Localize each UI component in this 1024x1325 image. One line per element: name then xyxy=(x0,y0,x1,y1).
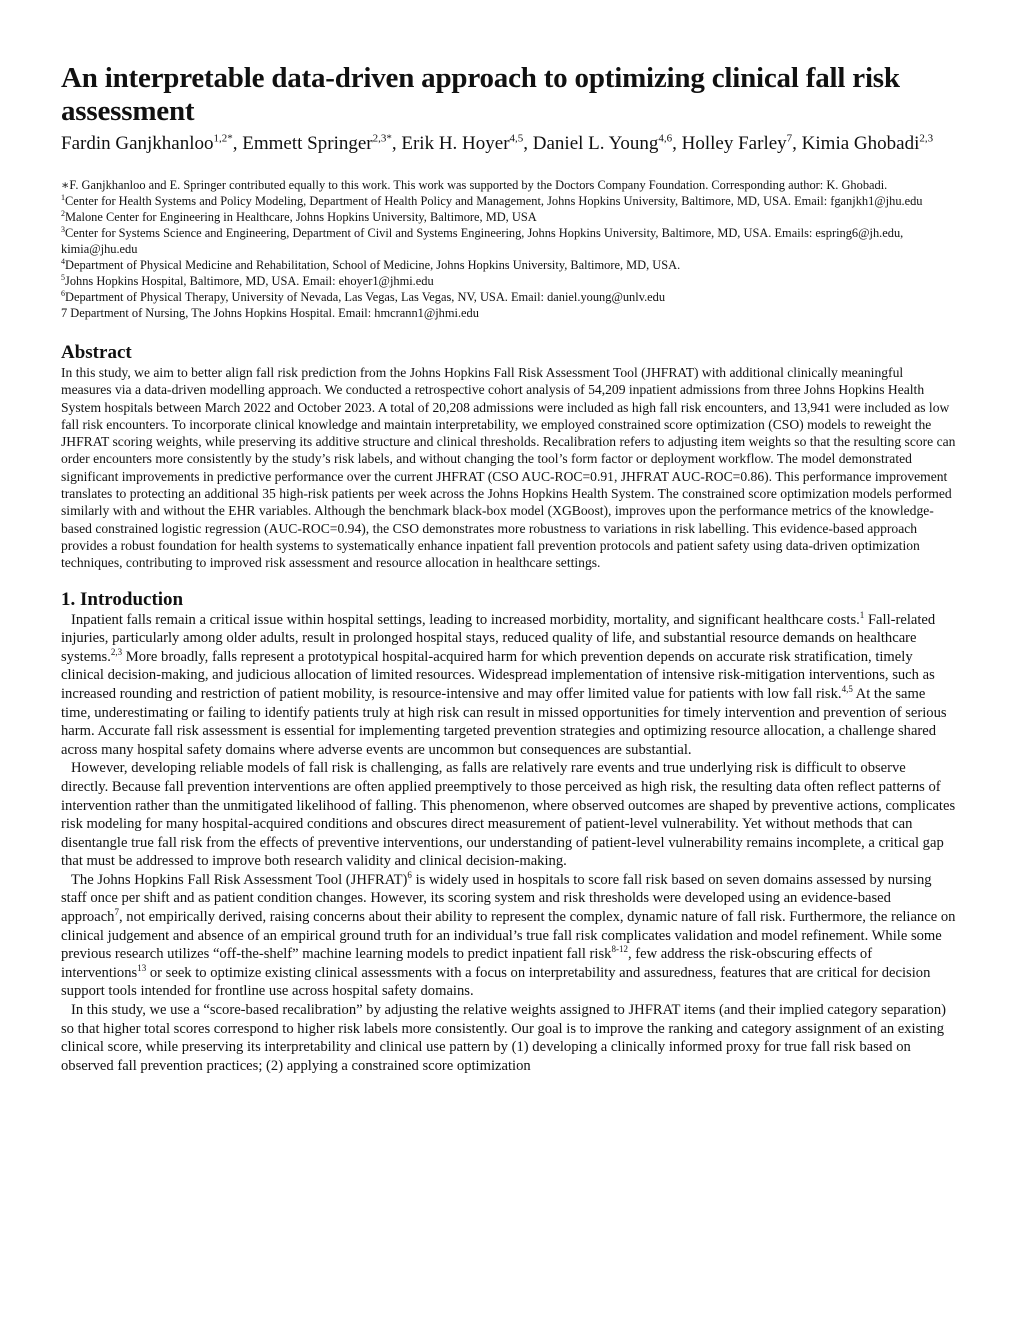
paragraph-text: More broadly, falls represent a prototypical hospital-acquired harm for which prevention depends on accurate risk stratification, timely clinical decision-making, and judicious allocation of limited resources. Widespread implementation of intensive risk-mitigation interventions, such as increased rounding and restriction of patient mobility, is resource-intensive and may offer limited value for patients with low fall risk. xyxy=(61,648,935,702)
affiliation-text: ∗F. Ganjkhanloo and E. Springer contributed equally to this work. This work was supported by the Doctors Company Foundation. Corresponding author: K. Ghobadi. xyxy=(61,178,888,192)
paragraph-text: , not empirically derived, raising concerns about their ability to represent the complex, dynamic nature of fall risk. Furthermore, the reliance on clinical judgement and absence of an empirical ground truth for an individual’s true fall risk complicates validation and model refinement. While some previous research utilizes “off-the-shelf” machine learning models to predict inpatient fall risk xyxy=(61,909,956,963)
author-affiliation-mark: 1,2* xyxy=(213,132,233,145)
author-affiliation-mark: 2,3 xyxy=(919,132,934,145)
affiliation-mark: 2 xyxy=(61,208,65,218)
affiliation-mark: 4 xyxy=(61,256,65,266)
paragraph-text: Fall-related injuries, particularly among older adults, result in prolonged hospital stays, reduced quality of life, and substantial resource demands on healthcare systems. xyxy=(61,611,936,665)
citation-mark: 6 xyxy=(407,870,412,881)
paragraph-text: At the same time, underestimating or failing to identify patients truly at high risk can result in missed opportunities for timely intervention and prevention of serious harm. Accurate fall risk assessment is essential for implementing targeted prevention strategies and optimizing resource allocation, a challenge shared across many hospital safety domains where adverse events are uncommon but consequences are substantial. xyxy=(61,685,947,758)
affiliation-mark: 5 xyxy=(61,272,65,282)
author-separator: , xyxy=(672,133,682,154)
intro-paragraph xyxy=(61,871,956,1001)
affiliation-mark: 3 xyxy=(61,224,65,234)
paragraph-text: , few address the risk-obscuring effects of interventions xyxy=(61,946,873,981)
author-name: Kimia Ghobadi xyxy=(801,133,920,154)
affiliations xyxy=(61,177,956,321)
affiliation-text: 7 Department of Nursing, The Johns Hopkins Hospital. Email: hmcrann1@jhmi.edu xyxy=(61,306,479,320)
author-separator: , xyxy=(391,133,402,154)
affiliation-text: Johns Hopkins Hospital, Baltimore, MD, USA. Email: ehoyer1@jhmi.edu xyxy=(65,274,434,288)
author-name: Emmett Springer xyxy=(242,133,373,154)
introduction-heading: 1. Introduction xyxy=(61,588,184,610)
affiliation-line xyxy=(61,305,956,321)
paragraph-text: The Johns Hopkins Fall Risk Assessment Tool (JHFRAT) xyxy=(71,871,408,888)
author-list xyxy=(61,132,956,155)
paragraph-text: However, developing reliable models of fall risk is challenging, as falls are relatively rare events and true underlying risk is difficult to observe directly. Because fall prevention interventions are often applied preemptively to those perceived as high risk, the resulting data often reflect patterns of intervention rather than the unmitigated likelihood of falling. This phenomenon, where observed outcomes are shaped by preventive actions, complicates risk modeling for many hospital-acquired conditions and obscures direct measurement of patient-level vulnerability. Yet without methods that can disentangle true fall risk from the effects of preventive interventions, our understanding of patient-level vulnerability remains incomplete, a critical gap that must be addressed to improve both research validity and clinical decision-making. xyxy=(61,760,956,870)
affiliation-line xyxy=(61,289,956,305)
citation-mark: 4,5 xyxy=(841,684,853,695)
affiliation-line xyxy=(61,257,956,273)
affiliation-line xyxy=(61,225,956,257)
paragraph-text: In this study, we use a “score-based recalibration” by adjusting the relative weights assigned to JHFRAT items (and their implied category separation) so that higher total scores correspond to higher risk labels more consistently. Our goal is to improve the ranking and category assignment of an existing clinical score, while preserving its interpretability and clinical use pattern by (1) developing a clinically informed proxy for true fall risk based on observed fall prevention practices; (2) applying a constrained score optimization xyxy=(61,1002,946,1074)
author-affiliation-mark: 7 xyxy=(786,132,793,145)
affiliation-line xyxy=(61,177,956,193)
author-separator: , xyxy=(232,133,243,154)
citation-mark: 13 xyxy=(137,962,147,973)
paper-page xyxy=(61,62,956,1075)
author-separator: , xyxy=(792,133,802,154)
author-name: Erik H. Hoyer xyxy=(401,133,510,154)
intro-paragraph xyxy=(61,1001,956,1075)
citation-mark: 1 xyxy=(859,609,865,620)
affiliation-text: Center for Systems Science and Engineering, Department of Civil and Systems Engineering, Johns Hopkins University, Baltimore, MD, USA. Emails: espring6@jh.edu, kimia@jhu.edu xyxy=(61,226,904,256)
affiliation-line xyxy=(61,209,956,225)
intro-paragraph xyxy=(61,759,956,871)
affiliation-line xyxy=(61,273,956,289)
author-name: Holley Farley xyxy=(681,133,787,154)
author-affiliation-mark: 4,5 xyxy=(509,132,524,145)
citation-mark: 8-12 xyxy=(611,944,628,955)
author-separator: , xyxy=(523,133,533,154)
affiliation-mark: 6 xyxy=(61,288,65,298)
intro-paragraph xyxy=(61,611,956,760)
author-affiliation-mark: 2,3* xyxy=(372,132,392,145)
paragraph-text: or seek to optimize existing clinical assessments with a focus on interpretability and assuredness, features that are critical for decision support tools intended for frontline use across hospital safety domains. xyxy=(61,964,931,1000)
affiliation-text: Malone Center for Engineering in Healthcare, Johns Hopkins University, Baltimore, MD, USA xyxy=(65,210,537,224)
citation-mark: 7 xyxy=(114,907,119,918)
paper-title: An interpretable data-driven approach to optimizing clinical fall risk assessment xyxy=(61,62,900,127)
affiliation-mark: 1 xyxy=(61,192,65,202)
affiliation-text: Department of Physical Medicine and Rehabilitation, School of Medicine, Johns Hopkins University, Baltimore, MD, USA. xyxy=(65,258,681,272)
author-name: Fardin Ganjkhanloo xyxy=(61,133,214,154)
affiliation-line xyxy=(61,193,956,209)
affiliation-text: Department of Physical Therapy, University of Nevada, Las Vegas, Las Vegas, NV, USA. Email: daniel.young@unlv.edu xyxy=(65,290,666,304)
author-affiliation-mark: 4,6 xyxy=(658,132,673,145)
affiliation-text: Center for Health Systems and Policy Modeling, Department of Health Policy and Management, Johns Hopkins University, Baltimore, MD, USA. Email: fganjkh1@jhu.edu xyxy=(65,194,923,208)
introduction-body xyxy=(61,611,956,1076)
paragraph-text: Inpatient falls remain a critical issue within hospital settings, leading to increased morbidity, mortality, and significant healthcare costs. xyxy=(71,611,860,628)
author-name: Daniel L. Young xyxy=(532,133,659,154)
paragraph-text: is widely used in hospitals to score fall risk based on seven domains assessed by nursing staff once per shift and as patient condition changes. However, its scoring system and risk thresholds were developed using an evidence-based approach xyxy=(61,871,932,926)
citation-mark: 2,3 xyxy=(110,646,123,657)
abstract-text: In this study, we aim to better align fall risk prediction from the Johns Hopkins Fall Risk Assessment Tool (JHFRAT) with additional clinically meaningful measures via a data-driven modelling approach. We conducted a retrospective cohort analysis of 54,209 inpatient admissions from three Johns Hopkins Health System hospitals between March 2022 and October 2023. A total of 20,208 admissions were included as high fall risk encounters, and 13,941 were included as low fall risk encounters. To incorporate clinical knowledge and maintain interpretability, we employed constrained score optimization (CSO) models to reweight the JHFRAT scoring weights, while preserving its additive structure and clinical thresholds. Recalibration refers to adjusting item weights so that the resulting score can order encounters more consistently by the study’s risk labels, and without changing the tool’s form factor or deployment workflow. The model demonstrated significant improvements in predictive performance over the current JHFRAT (CSO AUC-ROC=0.91, JHFRAT AUC-ROC=0.86). This performance improvement translates to protecting an additional 35 high-risk patients per week across the Johns Hopkins Health System. The constrained score optimization models performed similarly with and without the EHR variables. Although the benchmark black-box model (XGBoost), improves upon the performance metrics of the knowledge-based constrained logistic regression (AUC-ROC=0.94), the CSO demonstrates more robustness to variations in risk labelling. This evidence-based approach provides a robust foundation for health systems to systematically enhance inpatient fall prevention protocols and patient safety using data-driven optimization techniques, contributing to improved risk assessment and resource allocation in healthcare settings. xyxy=(61,365,956,571)
abstract-heading: Abstract xyxy=(61,342,132,363)
